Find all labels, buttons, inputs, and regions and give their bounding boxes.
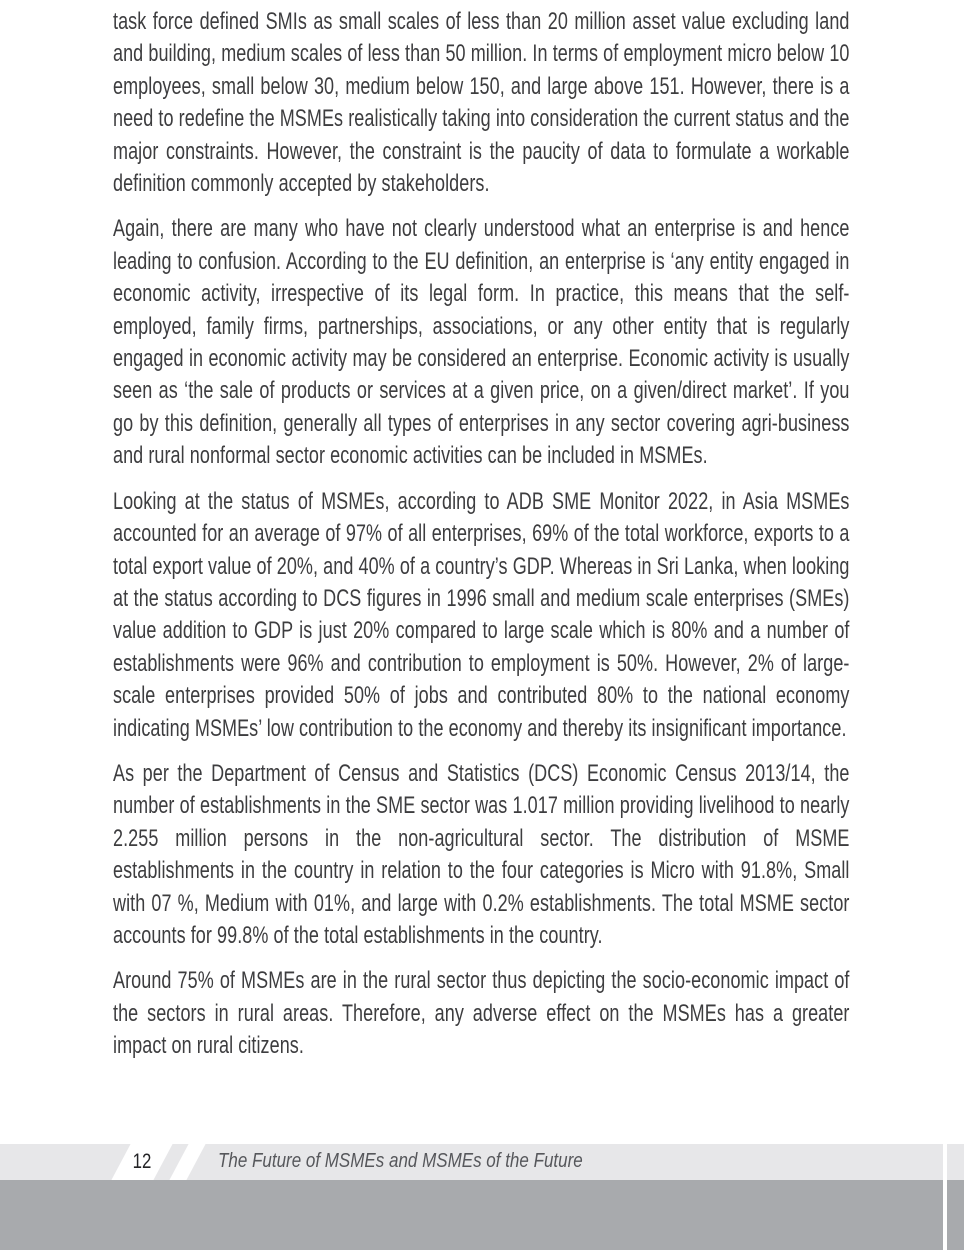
running-title: The Future of MSMEs and MSMEs of the Future [218,1150,583,1172]
body-paragraph: Around 75% of MSMEs are in the rural sector thus depicting the socio-economic impact of the sectors in rural areas. Therefore, any adverse effect on the MSMEs has a greater impact on rural citizens. [113,967,850,1060]
footer-dark-band [0,1180,964,1250]
footer-band [0,1144,964,1180]
body-paragraph: Looking at the status of MSMEs, according to ADB SME Monitor 2022, in Asia MSMEs accounted for an average of 97% of all enterprises, 69% of the total workforce, exports to a total export value of 20%, and 40% of a country’s GDP. Whereas in Sri Lanka, when looking at the status according to DCS figures in 1996 small and medium scale enterprises (SMEs) value addition to GDP is just 20% compared to large scale which is 80% and a number of establishments were 96% and contribution to employment is 50%. However, 2% of large-scale enterprises provided 50% of jobs and contributed 80% to the national economy indicating MSMEs’ low contribution to the economy and thereby its insignificant importance. [113,487,850,742]
footer-edge-divider [943,1144,947,1250]
body-paragraph: task force defined SMIs as small scales of less than 20 million asset value excluding land and building, medium scales of less than 50 million. In terms of employment micro below 10 employees, small below 30, medium below 150, and large above 151. However, there is a need to redefine the MSMEs realistically taking into consideration the current status and the major constraints. However, the constraint is the paucity of data to formulate a workable definition commonly accepted by stakeholders. [113,8,850,198]
page-number-box [111,1144,172,1180]
footer-slash-decoration [169,1144,205,1180]
page-number: 12 [132,1150,152,1173]
page-body [113,6,850,1076]
body-paragraph: As per the Department of Census and Statistics (DCS) Economic Census 2013/14, the number of establishments in the SME sector was 1.017 million providing livelihood to nearly 2.255 million persons in the non-agricultural sector. The distribution of MSME establishments in the country in relation to the four categories is Micro with 91.8%, Small with 07 %, Medium with 01%, and large with 0.2% establishments. The total MSME sector accounts for 99.8% of the total establishments in the country. [113,759,850,949]
body-paragraph: Again, there are many who have not clearly understood what an enterprise is and hence leading to confusion. According to the EU definition, an enterprise is ‘any entity engaged in economic activity, irrespective of its legal form. In practice, this means that the self-employed, family firms, partnerships, associations, or any other entity that is regularly engaged in economic activity may be considered an enterprise. Economic activity is usually seen as ‘the sale of products or services at a given price, on a given/direct market’. If you go by this definition, generally all types of enterprises in any sector covering agri-business and rural nonformal sector economic activities can be included in MSMEs. [113,215,850,470]
